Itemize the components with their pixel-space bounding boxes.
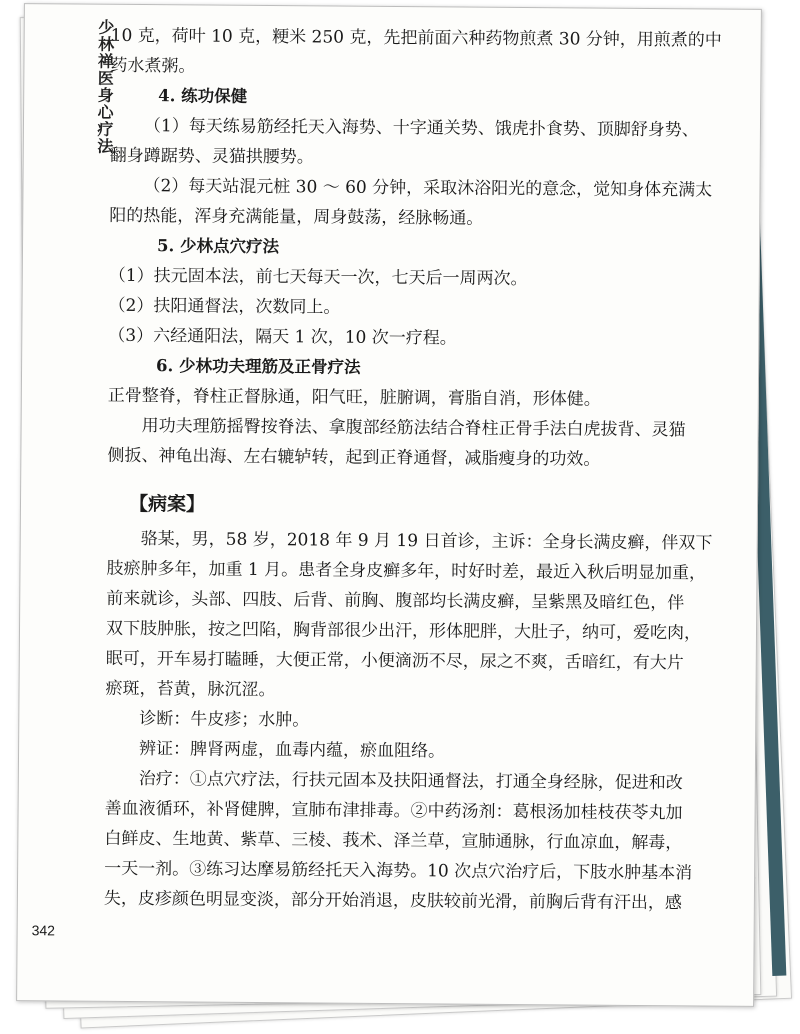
- section-heading: 5. 少林点穴疗法: [156, 236, 280, 257]
- text-line: 双下肢肿胀，按之凹陷，胸背部很少出汗，形体肥胖，大肚子，纳可，爱吃肉，: [105, 618, 702, 644]
- page-body: [104, 21, 721, 919]
- treatment-section: [107, 21, 721, 476]
- text-line: 正骨整脊，脊柱正督脉通，阳气旺，脏腑调，膏脂自消，形体健。: [107, 385, 601, 410]
- text-line: 前来就诊，头部、四肢、后背、前胸、腹部均长满皮癣，呈紫黑及暗红色，伴: [106, 588, 685, 614]
- running-title: 少林禅医身心疗法: [94, 18, 115, 155]
- text-line: 肢瘀肿多年，加重 1 月。患者全身皮癣多年，时好时差，最近入秋后明显加重，: [106, 558, 707, 584]
- text-line: 用功夫理筋摇臀按脊法、拿腹部经筋法结合脊柱正骨手法白虎拔背、灵猫: [141, 416, 686, 441]
- text-line: （1）每天练易筋经托天入海势、十字通关势、饿虎扑食势、顶脚舒身势、: [143, 116, 699, 141]
- book-page: [16, 3, 762, 1007]
- text-line: 一天一剂。③练习达摩易筋经托天入海势。10 次点穴治疗后，下肢水肿基本消: [104, 858, 693, 884]
- text-line: 侧扳、神龟出海、左右辘轳转，起到正脊通督，减脂瘦身的功效。: [107, 445, 601, 470]
- text-line: （1）扶元固本法，前七天每天一次，七天后一周两次。: [108, 265, 528, 290]
- text-line: 瘀斑，苔黄，脉沉涩。: [105, 678, 276, 701]
- text-line: 治疗：①点穴疗法，行扶元固本及扶阳通督法，打通全身经脉，促进和改: [138, 769, 683, 794]
- text-line: （2）每天站混元桩 30 ～ 60 分钟，采取沐浴阳光的意念，觉知身体充满太: [143, 176, 713, 201]
- text-line: （3）六经通阳法，隔天 1 次，10 次一疗程。: [108, 325, 457, 349]
- text-line: 翻身蹲踞势、灵猫拱腰势。: [109, 145, 314, 168]
- text-line: 药水煮粥。: [110, 55, 196, 77]
- case-section: [104, 524, 717, 919]
- page-number: 342: [31, 922, 56, 939]
- text-line: 白鲜皮、生地黄、紫草、三棱、莪术、泽兰草，宣肺通脉，行血凉血，解毒，: [104, 828, 683, 854]
- text-line: （2）扶阳通督法，次数同上。: [108, 295, 341, 318]
- text-line: 诊断：牛皮疹；水肿。: [139, 709, 310, 731]
- text-line: 阳的热能，浑身充满能量，周身鼓荡，经脉畅通。: [109, 205, 484, 229]
- case-heading: 【病案】: [128, 492, 206, 516]
- section-heading: 4. 练功保健: [158, 86, 248, 106]
- text-line: 10 克，荷叶 10 克，粳米 250 克，先把前面六种药物煎煮 30 分钟，用煎煮的中: [110, 25, 722, 51]
- text-line: 辨证：脾肾两虚，血毒内蕴，瘀血阻络。: [138, 739, 446, 762]
- text-line: 眠可，开车易打瞌睡，大便正常，小便滴沥不尽，尿之不爽，舌暗红，有大片: [105, 648, 684, 674]
- section-heading: 6. 少林功夫理筋及正骨疗法: [156, 356, 361, 377]
- text-line: 善血液循环，补肾健脾，宣肺布津排毒。②中药汤剂：葛根汤加桂枝茯苓丸加: [104, 798, 683, 824]
- text-line: 失，皮疹颜色明显变淡，部分开始消退，皮肤较前光滑，前胸后背有汗出，感: [103, 888, 682, 914]
- text-line: 骆某，男，58 岁，2018 年 9 月 19 日首诊，主诉：全身长满皮癣，伴双下: [140, 529, 713, 554]
